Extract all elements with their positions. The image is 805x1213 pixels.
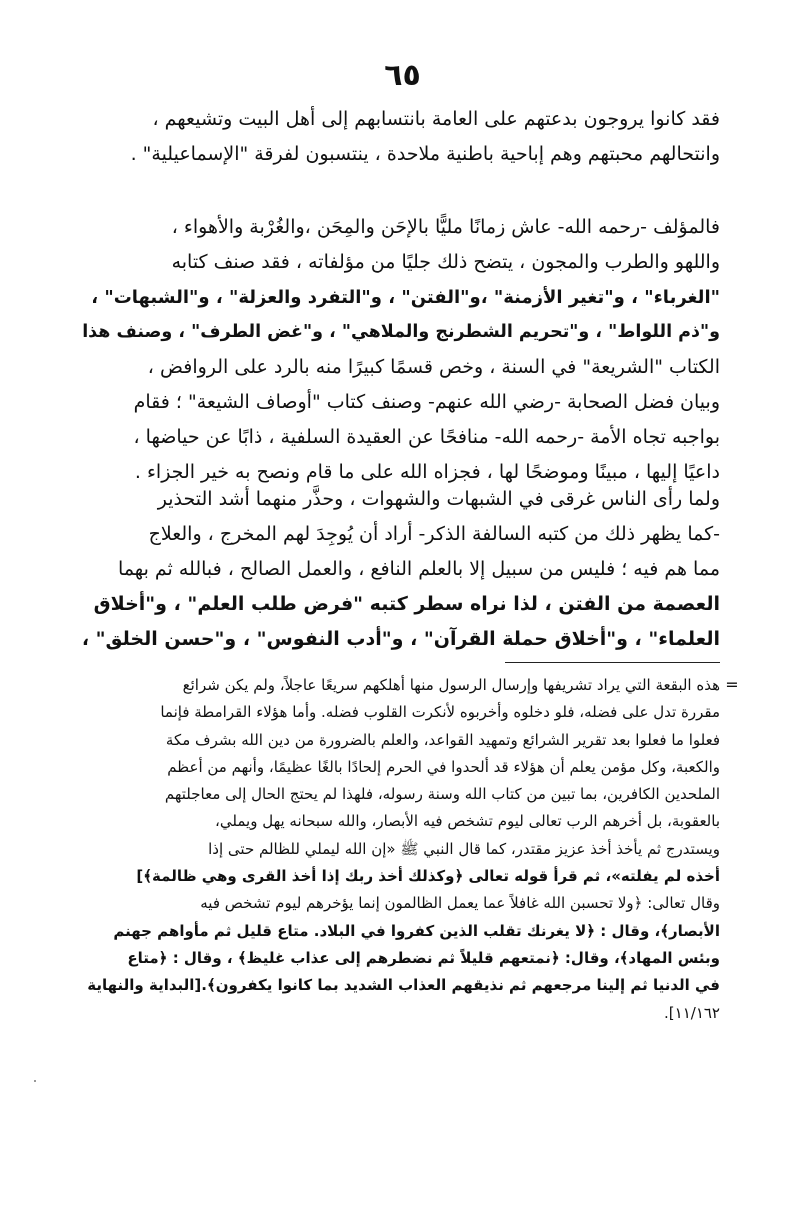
footnote-line-quote: وبئس المهاد﴾، وقال: ﴿نمتعهم قليلاً ثم نضطرهم إلى عذاب غليظ﴾ ، وقال : ﴿متاع: [127, 948, 720, 967]
text-line: الكتاب "الشريعة" في السنة ، وخص قسمًا كبيرًا منه بالرد على الروافض ،: [147, 356, 720, 378]
text-line: فالمؤلف -رحمه الله- عاش زمانًا مليًّا بالإحَن والمِحَن ،والغُرْبة والأهواء ،: [171, 216, 720, 238]
footnote-line: وقال تعالى: ﴿ولا تحسبن الله غافلاً عما يعمل الظالمون إنما يؤخرهم ليوم تشخص فيه: [200, 894, 720, 913]
footnote-line-quote: أخذه لم يفلته»، ثم قرأ قوله تعالى ﴿وكذلك أخذ ربك إذا أخذ القرى وهي ظالمة﴾]: [136, 867, 720, 886]
text-line: -كما يظهر ذلك من كتبه السالفة الذكر- أراد أن يُوجِدَ لهم المخرج ، والعلاج: [148, 523, 720, 545]
page-number: ٦٥: [384, 58, 421, 93]
text-line: داعيًا إليها ، مبينًا وموضحًا لها ، فجزاه الله على ما قام ونصح به خير الجزاء .: [134, 461, 720, 483]
footnote: [80, 672, 720, 1027]
footnote-line: الملحدين الكافرين، بما تبين من كتاب الله وسنة رسوله، فلهذا لم يحتج الحال إلى معاجلتهم: [164, 785, 720, 804]
paragraph-intro: [80, 102, 720, 172]
text-line: واللهو والطرب والمجون ، يتضح ذلك جليًا من مؤلفاته ، فقد صنف كتابه: [171, 251, 720, 273]
footnote-continuation-marker: =: [725, 675, 739, 694]
text-line: وبيان فضل الصحابة -رضي الله عنهم- وصنف كتاب "أوصاف الشيعة" ؛ فقام: [133, 391, 720, 413]
paragraph-knowledge-works: [80, 482, 720, 657]
footnote-line: هذه البقعة التي يراد تشريفها وإرسال الرسول منها أهلكهم سريعًا عاجلاً، ولم يكن شرائع: [182, 676, 720, 694]
footnote-line-reference: ١١/١٦٢].: [664, 1003, 720, 1022]
footnote-line: فعلوا ما فعلوا بعد تقرير الشرائع وتمهيد القواعد، والعلم بالضرورة من دين الله بشرف مكة: [165, 730, 720, 749]
paragraph-author-works: [80, 210, 720, 490]
text-line: وانتحالهم محبتهم وهم إباحية باطنية ملاحدة ، ينتسبون لفرقة "الإسماعيلية" .: [130, 143, 720, 165]
footnote-line: بالعقوبة، بل أخرهم الرب تعالى ليوم تشخص فيه الأبصار، والله سبحانه يهل ويملي،: [215, 812, 720, 831]
text-line: فقد كانوا يروجون بدعتهم على العامة بانتسابهم إلى أهل البيت وتشيعهم ،: [152, 108, 720, 130]
text-line-book-titles: "الغرباء" ، و"تغير الأزمنة" ،و"الفتن" ، و"التفرد والعزلة" ، و"الشبهات" ،: [91, 287, 720, 308]
text-line: بواجبه تجاه الأمة -رحمه الله- منافحًا عن العقيدة السلفية ، ذابًا عن حياضها ،: [133, 426, 720, 448]
footnote-line-quote: الأبصار﴾، وقال : ﴿لا يغرنك تقلب الذين كفروا في البلاد. متاع قليل ثم مأواهم جهنم: [113, 921, 720, 940]
footnote-separator: [505, 662, 720, 663]
footnote-line: والكعبة، وكل مؤمن يعلم أن هؤلاء قد ألحدوا في الحرم إلحادًا بالغًا عظيمًا، وأنهم من أعظم: [167, 757, 720, 776]
footnote-line: ويستدرج ثم يأخذ أخذ عزيز مقتدر، كما قال النبي ﷺ «إن الله ليملي للظالم حتى إذا: [208, 839, 720, 858]
footnote-line: مقررة تدل على فضله، فلو دخلوه وأخربوه لأنكرت القلوب فضله. وأما هؤلاء القرامطة فإنما: [160, 703, 720, 722]
text-line: مما هم فيه ؛ فليس من سبيل إلا بالعلم النافع ، والعمل الصالح ، فبالله ثم بهما: [118, 558, 720, 580]
text-line-book-titles: العصمة من الفتن ، لذا نراه سطر كتبه "فرض طلب العلم" ، و"أخلاق: [93, 593, 720, 615]
text-line: ولما رأى الناس غرقى في الشبهات والشهوات ، وحذَّر منهما أشد التحذير: [157, 488, 720, 510]
scan-speck: [34, 1080, 36, 1082]
text-line-book-titles: و"ذم اللواط" ، و"تحريم الشطرنج والملاهي" ، و"غض الطرف" ، وصنف هذا: [82, 322, 720, 342]
footnote-line-quote: في الدنيا ثم إلينا مرجعهم ثم نذيقهم العذاب الشديد بما كانوا يكفرون﴾.[البداية والنهاية: [87, 976, 720, 995]
text-line-book-titles: العلماء" ، و"أخلاق حملة القرآن" ، و"أدب النفوس" ، و"حسن الخلق" ،: [81, 628, 720, 650]
